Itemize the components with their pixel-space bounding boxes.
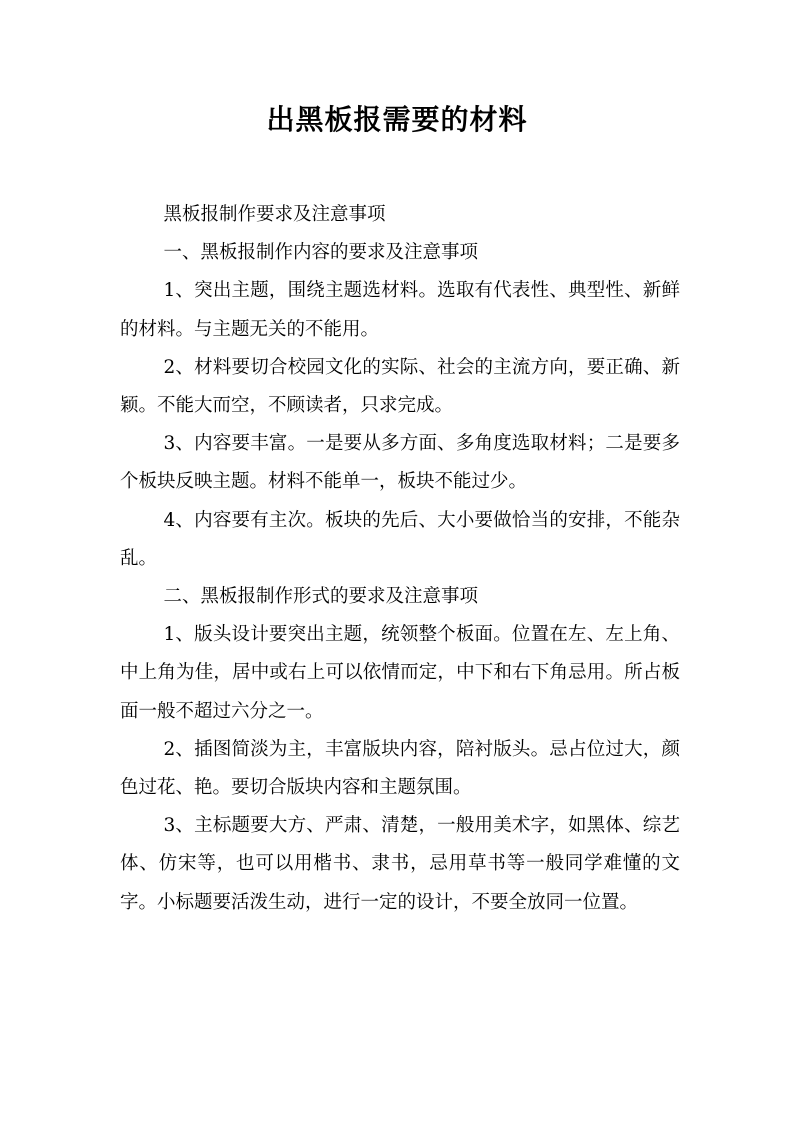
paragraph: 3、内容要丰富。一是要从多方面、多角度选取材料；二是要多个板块反映主题。材料不能单一，板块不能过少。 [120,433,680,493]
paragraph: 3、主标题要大方、严肃、清楚，一般用美术字，如黑体、综艺体、仿宋等，也可以用楷书、隶书，忌用草书等一般同学难懂的文字。小标题要活泼生动，进行一定的设计，不要全放同一位置。 [120,815,680,913]
paragraph: 2、插图简淡为主，丰富版块内容，陪衬版头。忌占位过大，颜色过花、艳。要切合版块内容和主题氛围。 [120,738,680,799]
paragraph: 1、突出主题，围绕主题选材料。选取有代表性、典型性、新鲜的材料。与主题无关的不能用。 [120,280,680,340]
section-heading-form: 二、黑板报制作形式的要求及注意事项 [163,586,478,608]
section-heading-content: 一、黑板报制作内容的要求及注意事项 [163,242,478,264]
paragraph: 2、材料要切合校园文化的实际、社会的主流方向，要正确、新颖。不能大而空，不顾读者，只求完成。 [120,356,680,417]
document-body [120,196,680,922]
paragraph: 1、版头设计要突出主题，统领整个板面。位置在左、左上角、中上角为佳，居中或右上可以依情而定，中下和右下角忌用。所占板面一般不超过六分之一。 [120,624,680,722]
document-title: 出黑板报需要的材料 [266,103,528,136]
paragraph-subtitle: 黑板报制作要求及注意事项 [163,204,386,225]
paragraph: 4、内容要有主次。板块的先后、大小要做恰当的安排，不能杂乱。 [120,509,680,569]
